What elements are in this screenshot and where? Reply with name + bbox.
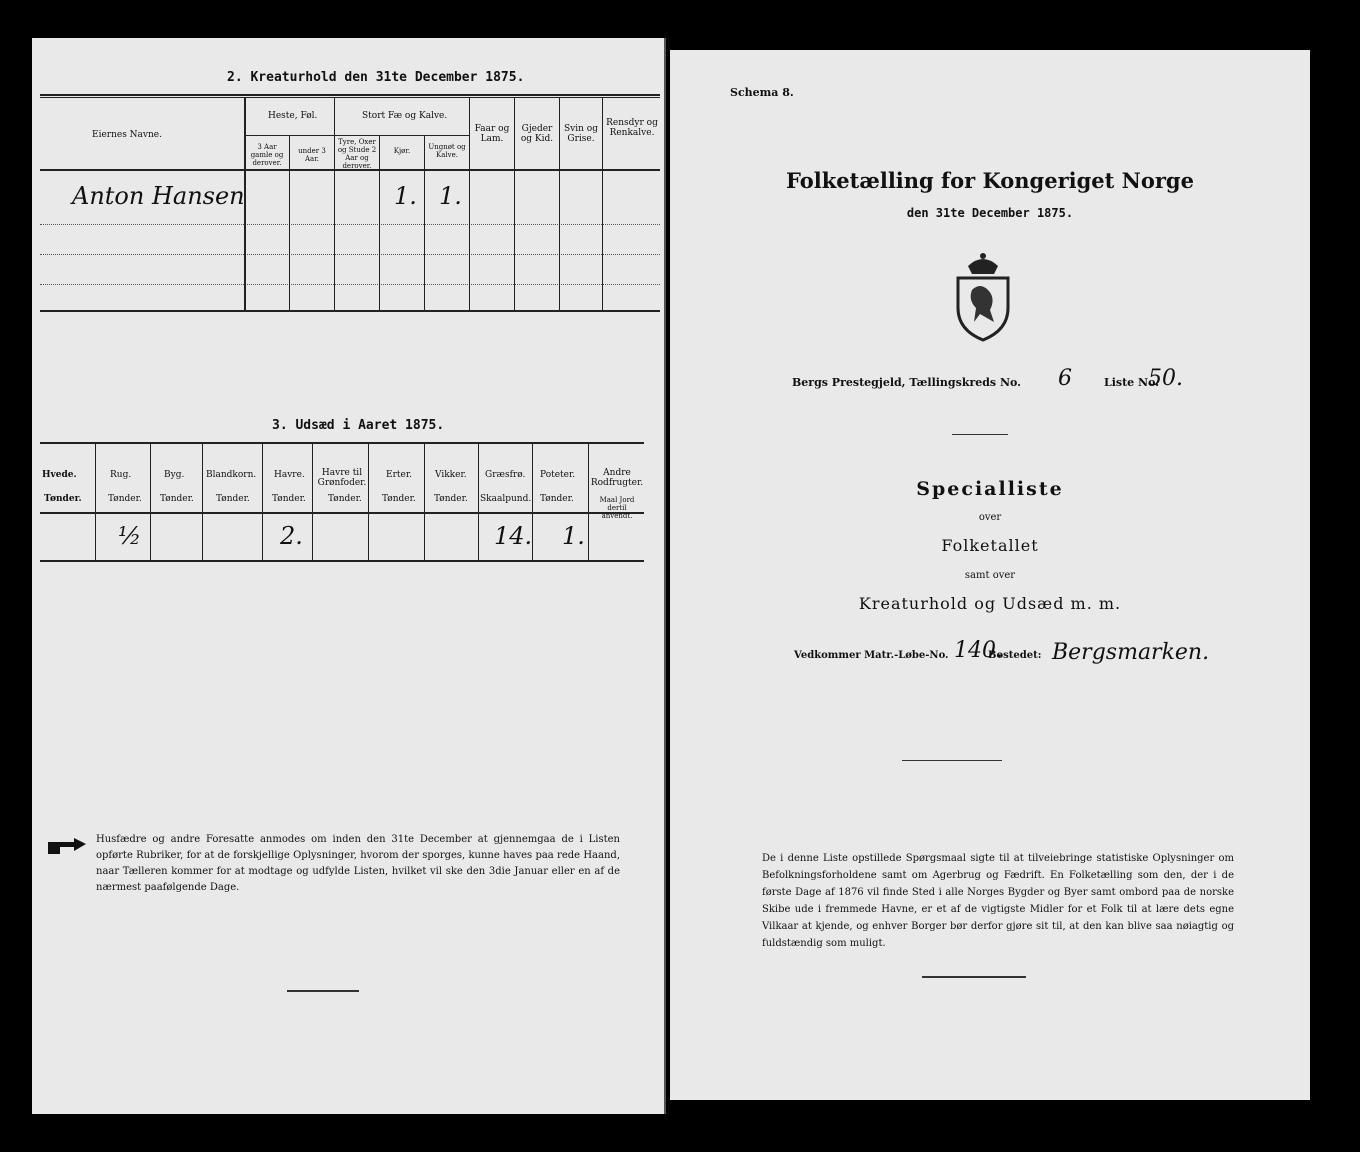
- livestock-section-title: 2. Kreaturhold den 31te December 1875.: [227, 70, 525, 85]
- calves-count-handwritten: 1.: [439, 182, 462, 210]
- purpose-paragraph: De i denne Liste opstillede Spørgsmaal sigte til at tilveiebringe statistiske Oplysninger om Befolkningsforholdene samt om Agerbrug og Fædrift. En Folketælling som den, der i de første Dage af 1876 vil finde Sted i alle Norges Bygder og Byer samt ombord paa de norske Skibe ude i fremmede Havne, er et af de vigtigste Midler for et Folk til at lære dets egne Vilkaar at kjende, og enhver Borger bør derfor gjøre sit til, at den kan blive saa nøiagtig og fuldstændig som muligt.: [762, 853, 1234, 949]
- table-col-rule: [424, 135, 425, 310]
- table-col-rule: [95, 442, 96, 560]
- table-rule: [40, 442, 644, 444]
- kreaturhold-label: Kreaturhold og Udsæd m. m.: [858, 594, 1122, 613]
- owner-name-handwritten: Anton Hansen: [72, 182, 245, 210]
- pigs-col-header: Svin og Grise.: [564, 124, 598, 144]
- seed-header-hvede: Hvede.: [42, 470, 77, 480]
- folketallet-label: Folketallet: [941, 536, 1039, 555]
- sheep-col-header: Faar og Lam.: [474, 124, 510, 144]
- seed-unit: Tønder.: [44, 494, 82, 504]
- pointing-hand-icon: [46, 834, 90, 856]
- seed-unit: Skaalpund.: [480, 494, 532, 504]
- seed-header-rug: Rug.: [110, 470, 132, 480]
- matr-number-handwritten: 140.: [954, 638, 1003, 663]
- seed-header-erter: Erter.: [386, 470, 412, 480]
- owner-col-header: Eiernes Navne.: [92, 130, 162, 140]
- table-col-rule: [559, 97, 560, 310]
- right-page: [670, 50, 1310, 1100]
- separator-rule: [952, 434, 1008, 435]
- table-col-rule: [312, 442, 313, 560]
- seed-header-havre: Havre.: [274, 470, 305, 480]
- seed-unit: Tønder.: [382, 494, 416, 504]
- liste-number-handwritten: 50.: [1148, 366, 1183, 391]
- seed-unit: Tønder.: [434, 494, 468, 504]
- table-rule: [40, 97, 660, 98]
- seed-header-vikker: Vikker.: [435, 470, 467, 480]
- seed-header-byg: Byg.: [164, 470, 185, 480]
- rye-value-handwritten: ½: [118, 522, 142, 550]
- table-col-rule: [532, 442, 533, 560]
- table-rule: [40, 512, 644, 514]
- table-col-rule: [334, 97, 335, 310]
- table-rule: [40, 94, 660, 96]
- seed-unit: Maal Jord dertil anvendt.: [599, 496, 635, 520]
- left-page: [32, 38, 666, 1114]
- seed-header-graesfro: Græsfrø.: [485, 470, 526, 480]
- norwegian-lion-crest-icon: [950, 250, 1016, 342]
- cows-count-handwritten: 1.: [394, 182, 417, 210]
- reindeer-col-header: Rensdyr og Renkalve.: [606, 118, 658, 138]
- table-rule: [40, 310, 660, 312]
- over-label: over: [978, 512, 1002, 523]
- liste-label: Liste No.: [1104, 376, 1160, 389]
- seed-unit: Tønder.: [216, 494, 250, 504]
- specialliste-heading: Specialliste: [916, 478, 1064, 500]
- separator-rule: [902, 760, 1002, 761]
- seed-header-andre: Andre Rodfrugter.: [590, 468, 644, 488]
- seed-header-poteter: Poteter.: [540, 470, 576, 480]
- oats-value-handwritten: 2.: [280, 522, 303, 550]
- seed-unit: Tønder.: [160, 494, 194, 504]
- potatoes-value-handwritten: 1.: [562, 522, 585, 550]
- bosted-handwritten: Bergsmarken.: [1052, 640, 1210, 665]
- seed-header-blandkorn: Blandkorn.: [206, 470, 257, 480]
- end-rule: [287, 990, 359, 992]
- table-rule: [244, 135, 469, 136]
- household-notice: Husfædre og andre Foresatte anmodes om inden den 31te December at gjennemgaa de i Listen opførte Rubriker, for at de forskjellige Oplysninger, hvorom der sporges, kunne haves paa rede Haand, naar Tælleren kommer for at modtage og udfylde Listen, hvilket vil ske den 3die Januar eller en af de nærmest paafølgende Dage.: [96, 834, 620, 893]
- bosted-label: Bostedet:: [988, 650, 1042, 661]
- table-rule: [40, 284, 660, 285]
- seed-unit: Tønder.: [540, 494, 574, 504]
- goats-col-header: Gjeder og Kid.: [520, 124, 554, 144]
- table-col-rule: [368, 442, 369, 560]
- form-subtitle: den 31te December 1875.: [906, 206, 1074, 220]
- cattle-sub-header: Kjør.: [393, 147, 411, 155]
- table-col-rule: [478, 442, 479, 560]
- table-rule: [40, 560, 644, 562]
- table-rule: [40, 254, 660, 255]
- table-col-rule: [262, 442, 263, 560]
- seed-header-havre-gronfoder: Havre til Grønfoder.: [317, 468, 367, 488]
- horses-group-header: Heste, Føl.: [268, 111, 318, 121]
- table-col-rule: [150, 442, 151, 560]
- table-col-rule: [514, 97, 515, 310]
- district-number-handwritten: 6: [1058, 366, 1072, 391]
- table-col-rule: [202, 442, 203, 560]
- cattle-sub-header: Ungnøt og Kalve.: [428, 143, 466, 159]
- grass-seed-value-handwritten: 14.: [494, 522, 533, 550]
- cattle-group-header: Stort Fæ og Kalve.: [362, 111, 448, 121]
- matr-label: Vedkommer Matr.-Løbe-No.: [794, 650, 949, 661]
- table-rule: [40, 224, 660, 225]
- form-title: Folketælling for Kongeriget Norge: [786, 168, 1194, 193]
- district-label: Bergs Prestegjeld, Tællingskreds No.: [792, 376, 1021, 389]
- table-col-rule: [289, 135, 290, 310]
- seed-unit: Tønder.: [108, 494, 142, 504]
- horses-sub-header: under 3 Aar.: [298, 147, 326, 163]
- schema-label: Schema 8.: [730, 86, 794, 99]
- seed-unit: Tønder.: [272, 494, 306, 504]
- seed-unit: Tønder.: [328, 494, 362, 504]
- table-col-rule: [602, 97, 603, 310]
- table-col-rule: [424, 442, 425, 560]
- seed-section-title: 3. Udsæd i Aaret 1875.: [272, 418, 445, 433]
- cattle-sub-header: Tyre, Oxer og Stude 2 Aar og derover.: [337, 138, 377, 170]
- table-col-rule: [379, 135, 380, 310]
- horses-sub-header: 3 Aar gamle og derover.: [250, 143, 284, 167]
- samt-over-label: samt over: [964, 570, 1016, 581]
- table-col-rule: [469, 97, 470, 310]
- end-rule: [922, 976, 1026, 978]
- table-col-rule: [588, 442, 589, 560]
